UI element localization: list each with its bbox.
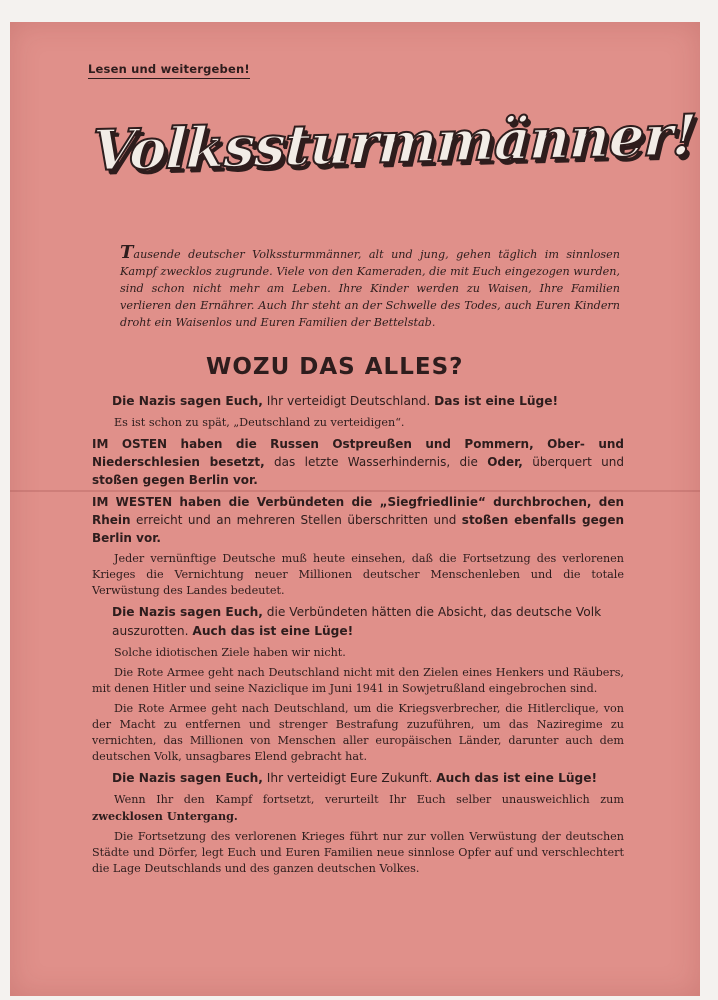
intro-dropcap: T <box>120 242 134 263</box>
paragraph-1: Jeder vernünftige Deutsche muß heute einsehen, daß die Fortsetzung des verlorenen Krieges die Vernichtung neuer Millionen deutscher Menschenleben und die totale Verwüstung des Landes bedeutet. <box>92 552 624 597</box>
claim-2-normal: die Verbündeten hätten die Absicht, das deutsche Volk auszurotten. <box>112 605 602 638</box>
claim-3-normal: Ihr verteidigt Eure Zukunft. <box>262 771 437 785</box>
paragraph-5-normal: Wenn Ihr den Kampf fortsetzt, verurteilt Ihr Euch selber unausweichlich zum <box>114 793 624 806</box>
claim-1 <box>92 392 624 411</box>
kicker-text: Lesen und weitergeben! <box>88 62 250 79</box>
east-bold-b: Oder, <box>487 455 523 469</box>
east-normal-b: überquert und <box>522 455 624 469</box>
headline: Volkssturmmänner! <box>90 102 698 185</box>
body-text <box>92 392 624 881</box>
paragraph-2: Solche idiotischen Ziele haben wir nicht. <box>114 646 346 659</box>
claim-1-normal: Ihr verteidigt Deutschland. <box>262 394 435 408</box>
intro-text: ausende deutscher Volkssturmmänner, alt und jung, gehen täglich im sinnlosen Kampf zwecklos zugrunde. Viele von den Kameraden, die mit Euch eingezogen wurden, sind schon nicht mehr am Leben. Ihre Kinder werden zu Waisen, Ihre Familien verlieren den Ernährer. Auch Ihr steht an der Schwelle des Todes, auch Euren Kindern droht ein Waisenlos und Euren Familien der Bettelstab. <box>120 248 620 329</box>
claim-1-bold-a: Die Nazis sagen Euch, <box>112 394 263 408</box>
paragraph-3: Die Rote Armee geht nach Deutschland nicht mit den Zielen eines Henkers und Räubers, mit denen Hitler und seine Naziclique im Juni 1941 in Sowjetrußland eingebrochen sind. <box>92 666 624 695</box>
east-paragraph <box>92 435 624 489</box>
claim-3-bold-a: Die Nazis sagen Euch, <box>112 771 263 785</box>
west-bold-b: stoßen ebenfalls gegen Berlin vor. <box>92 513 625 545</box>
paragraph-5 <box>92 792 624 825</box>
section-title: WOZU DAS ALLES? <box>206 354 464 380</box>
claim-2-bold-a: Die Nazis sagen Euch, <box>112 605 263 619</box>
paragraph-5-bold: zwecklosen Untergang. <box>92 809 238 823</box>
claim-2-bold-b: Auch das ist eine Lüge! <box>192 624 354 638</box>
paragraph-4: Die Rote Armee geht nach Deutschland, um die Kriegsverbrecher, die Hitlerclique, von der Macht zu entfernen und strenger Bestrafung zuzuführen, um das Naziregime zu vernichten, das Millionen von Menschen aller europäischen Länder, darunter auch dem deutschen Volk, unsagbares Elend gebracht hat. <box>92 702 624 763</box>
west-paragraph <box>92 493 624 547</box>
claim-3-bold-b: Auch das ist eine Lüge! <box>436 771 598 785</box>
east-bold-a: IM OSTEN haben die Russen Ostpreußen und Pommern, Ober- und Niederschlesien besetzt, <box>92 437 624 469</box>
claim-2 <box>92 603 624 641</box>
west-normal-a: erreicht und an mehreren Stellen überschritten und <box>130 513 462 527</box>
west-bold-a: IM WESTEN haben die Verbündeten die „Siegfriedlinie“ durchbrochen, den Rhein <box>92 495 624 527</box>
paragraph-6: Die Fortsetzung des verlorenen Krieges führt nur zur vollen Verwüstung der deutschen Städte und Dörfer, legt Euch und Euren Familien neue sinnlose Opfer auf und verschlechtert die Lage Deutschlands und des ganzen deutschen Volkes. <box>92 830 624 875</box>
claim-1-bold-b: Das ist eine Lüge! <box>434 394 559 408</box>
intro-paragraph <box>120 244 620 331</box>
claim-3 <box>92 769 624 788</box>
east-bold-c: stoßen gegen Berlin vor. <box>92 473 258 487</box>
claim-1-sub: Es ist schon zu spät, „Deutschland zu verteidigen“. <box>114 416 405 429</box>
leaflet-paper <box>10 22 700 996</box>
east-normal-a: das letzte Wasserhindernis, die <box>264 455 488 469</box>
